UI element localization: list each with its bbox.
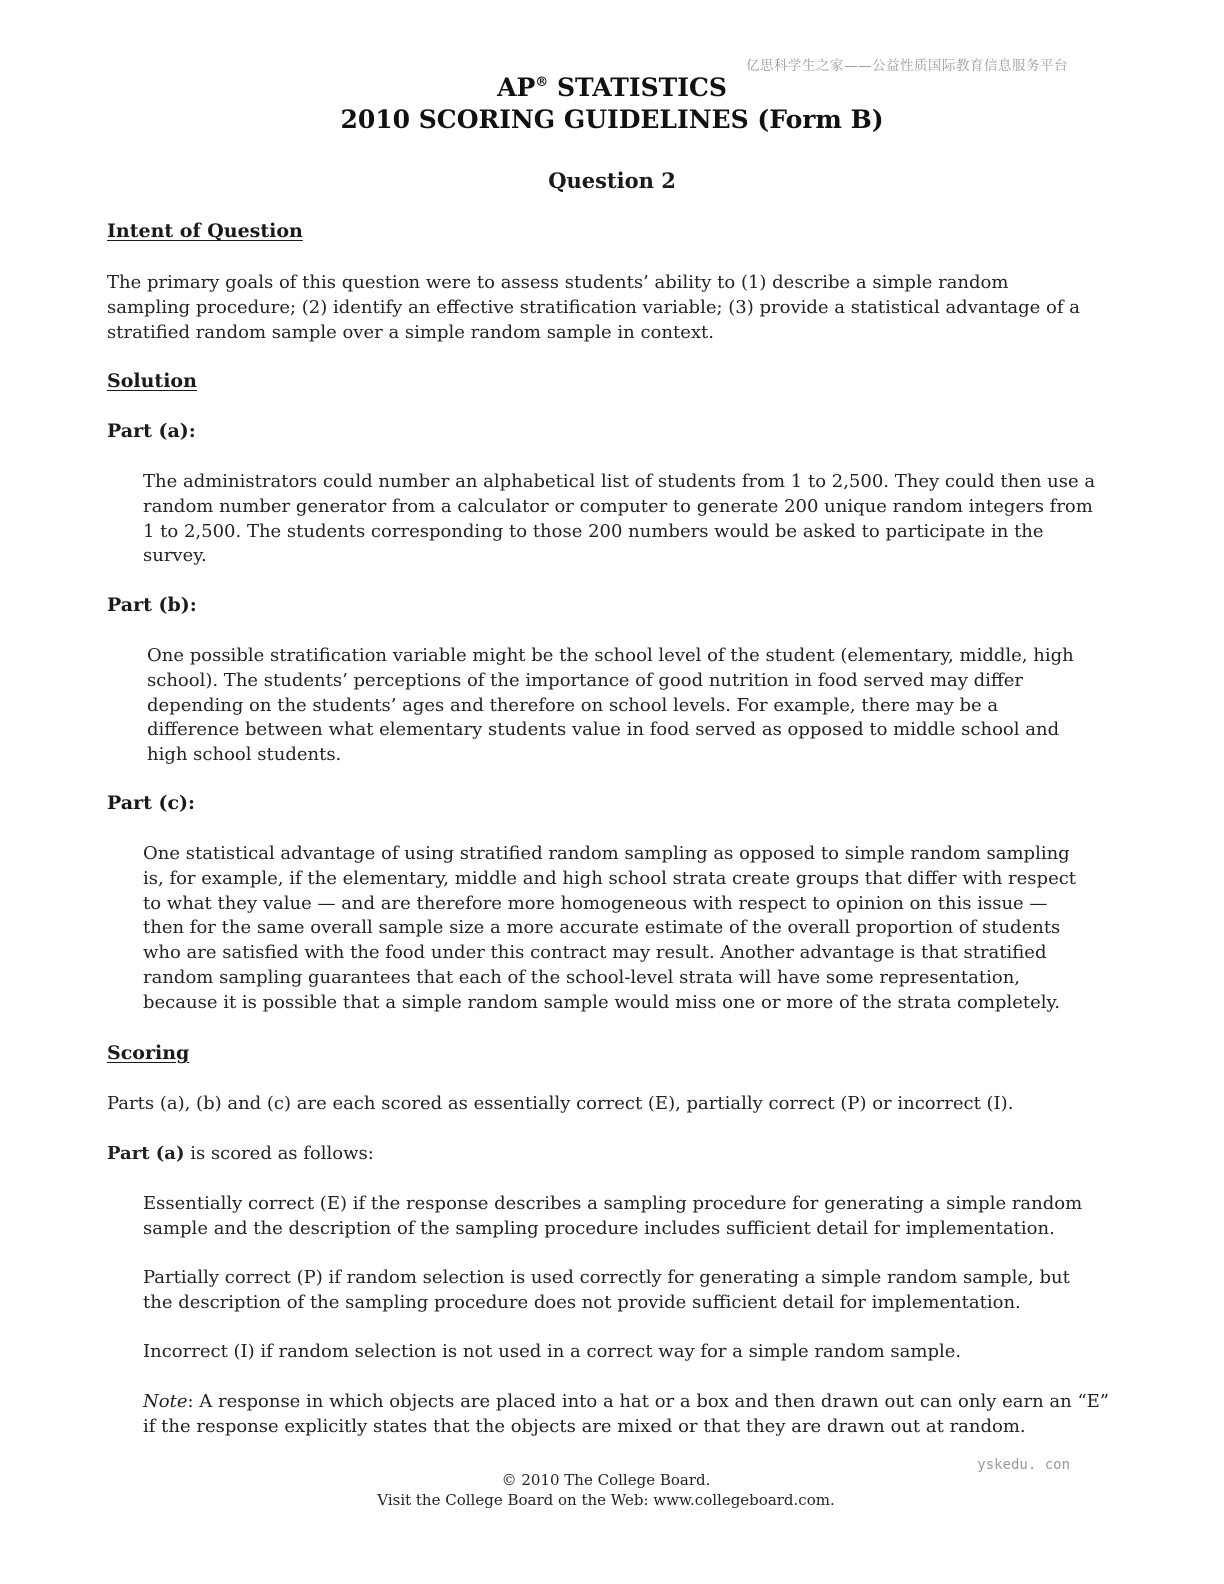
part-b-line: depending on the students’ ages and therefore on school levels. For example, there may be a	[147, 694, 999, 716]
part-c-heading: Part (c):	[107, 792, 196, 814]
note-paragraph	[143, 1390, 1109, 1440]
part-c-line: because it is possible that a simple random sample would miss one or more of the strata completely.	[143, 991, 1060, 1013]
part-b-line: difference between what elementary students value in food served as opposed to middle school and	[147, 719, 1060, 741]
part-a-line: 1 to 2,500. The students corresponding to those 200 numbers would be asked to participate in the	[143, 520, 1044, 542]
incorrect-paragraph: Incorrect (I) if random selection is not used in a correct way for a simple random sample.	[143, 1341, 962, 1362]
part-c-line: One statistical advantage of using stratified random sampling as opposed to simple random sampling	[143, 843, 1070, 864]
document-title-line2: 2010 SCORING GUIDELINES (Form B)	[340, 105, 884, 134]
document-title-line1	[0, 73, 1224, 102]
intent-heading: Intent of Question	[107, 220, 303, 242]
part-a-heading: Part (a):	[107, 420, 196, 442]
part-c-line: to what they value — and are therefore more homogeneous with respect to opinion on this issue —	[143, 892, 1048, 914]
essentially-correct-line: sample and the description of the sampling procedure includes sufficient detail for implementation.	[143, 1217, 1055, 1239]
part-c-line: then for the same overall sample size a more accurate estimate of the overall proportion of students	[143, 917, 1061, 939]
essentially-correct-line: Essentially correct (E) if the response describes a sampling procedure for generating a simple random	[143, 1193, 1083, 1214]
part-b-paragraph	[147, 644, 1074, 768]
part-b-line: One possible stratification variable might be the school level of the student (elementary, middle, high	[147, 645, 1074, 666]
note-label: Note	[143, 1391, 188, 1412]
part-b-heading: Part (b):	[107, 594, 197, 616]
intent-line: stratified random sample over a simple random sample in context.	[107, 321, 714, 343]
part-b-line: school). The students’ perceptions of the importance of good nutrition in food served may differ	[147, 669, 1023, 691]
part-a-line: The administrators could number an alphabetical list of students from 1 to 2,500. They could then use a	[143, 471, 1096, 492]
partially-correct-paragraph	[143, 1266, 1070, 1316]
note-line	[143, 1390, 1109, 1415]
footer-website: Visit the College Board on the Web: www.collegeboard.com.	[377, 1491, 835, 1509]
partially-correct-line: the description of the sampling procedure does not provide sufficient detail for implementation.	[143, 1291, 1021, 1313]
question-number: Question 2	[548, 168, 676, 193]
solution-heading: Solution	[107, 370, 197, 392]
watermark-bottom: yskedu. con	[977, 1457, 1070, 1473]
essentially-correct-paragraph	[143, 1192, 1082, 1242]
part-a-line: random number generator from a calculator or computer to generate 200 unique random integers from	[143, 495, 1093, 517]
footer-copyright: © 2010 The College Board.	[501, 1471, 711, 1489]
part-c-line: who are satisfied with the food under this contract may result. Another advantage is that stratified	[143, 942, 1047, 964]
part-c-line: is, for example, if the elementary, middle and high school strata create groups that differ with respect	[143, 867, 1077, 889]
scoring-heading: Scoring	[107, 1042, 190, 1064]
part-a-line: survey.	[143, 545, 207, 567]
scoring-part-a-label: Part (a)	[107, 1143, 185, 1164]
title-statistics: STATISTICS	[548, 73, 727, 102]
part-a-paragraph	[143, 470, 1095, 569]
intent-line: sampling procedure; (2) identify an effective stratification variable; (3) provide a statistical advantage of a	[107, 296, 1081, 318]
part-c-line: random sampling guarantees that each of the school-level strata will have some representation,	[143, 966, 1021, 988]
scoring-intro: Parts (a), (b) and (c) are each scored as essentially correct (E), partially correct (P) or incorrect (I).	[107, 1093, 1014, 1114]
partially-correct-line: Partially correct (P) if random selection is used correctly for generating a simple random sample, but	[143, 1267, 1070, 1288]
registered-mark: ®	[535, 75, 549, 90]
title-ap: AP	[497, 73, 536, 102]
part-b-line: high school students.	[147, 744, 342, 766]
intent-paragraph	[107, 271, 1080, 345]
scoring-part-a-rest: is scored as follows:	[184, 1143, 374, 1164]
scoring-part-a-intro	[107, 1142, 374, 1167]
part-c-paragraph	[143, 842, 1076, 1016]
note-line1-rest: : A response in which objects are placed into a hat or a box and then drawn out can only earn an “E”	[187, 1391, 1109, 1412]
intent-line: The primary goals of this question were to assess students’ ability to (1) describe a simple random	[107, 272, 1009, 293]
note-line: if the response explicitly states that the objects are mixed or that they are drawn out at random.	[143, 1415, 1026, 1437]
watermark-top: 亿思科学生之家——公益性质国际教育信息服务平台	[746, 58, 1068, 74]
